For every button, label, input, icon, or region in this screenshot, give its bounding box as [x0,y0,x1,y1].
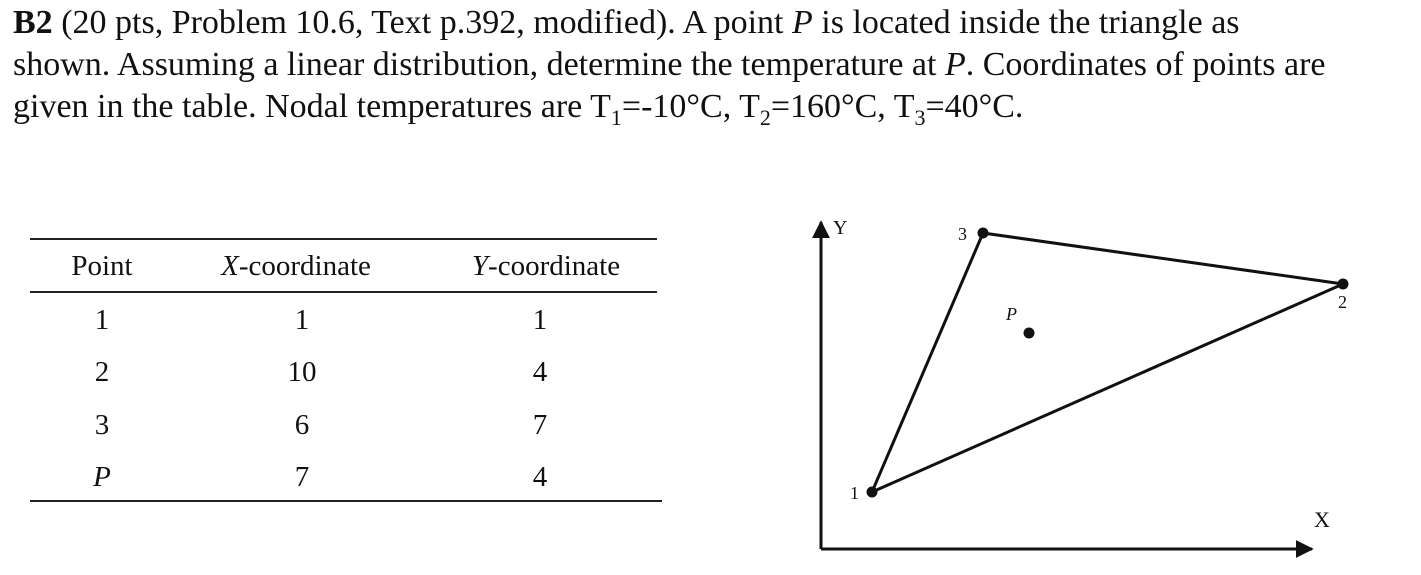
t1-value: =-10°C, T [621,88,760,125]
problem-line-2-end: . Coordinates of points are [965,46,1326,83]
row-2-x: 10 [287,356,317,388]
problem-line-1-end: is located inside the triangle as [812,4,1240,41]
problem-line-3-text: given in the table. Nodal temperatures are T [13,88,611,125]
header-y-letter: Y [471,250,489,282]
header-y-rest: -coordinate [488,250,621,282]
row-p-x: 7 [294,461,310,493]
node-3-label: 3 [958,224,967,244]
node-2 [1338,279,1349,290]
row-1-point: 1 [94,304,110,336]
point-p-ref: P [792,4,813,41]
triangle-element [872,233,1343,492]
row-p-point: P [93,461,111,493]
node-3 [978,228,989,239]
t3-value: =40°C. [925,88,1024,125]
point-p-label: P [1006,304,1017,324]
problem-line-1-text: (20 pts, Problem 10.6, Text p.392, modified). A point [52,4,792,41]
header-x-rest: -coordinate [238,250,371,282]
row-3-point: 3 [94,409,110,441]
row-3-x: 6 [294,409,310,441]
point-p-ref-2: P [944,46,966,83]
row-2-point: 2 [94,356,110,388]
header-point: Point [71,250,133,282]
header-x-letter: X [221,250,239,282]
t1-subscript: 1 [610,104,622,130]
point-p [1024,328,1035,339]
t3-subscript: 3 [914,104,926,130]
problem-label: B2 [13,4,53,41]
row-3-y: 7 [532,409,548,441]
t2-subscript: 2 [759,104,771,130]
row-2-y: 4 [532,356,548,388]
node-1-label: 1 [850,483,859,503]
row-p-y: 4 [532,461,548,493]
row-1-x: 1 [294,304,310,336]
node-2-label: 2 [1338,292,1347,312]
row-1-y: 1 [532,304,548,336]
node-1 [867,487,878,498]
problem-line-2-text: shown. Assuming a linear distribution, determine the temperature at [13,46,945,83]
t2-value: =160°C, T [770,88,915,125]
x-axis-label: X [1314,507,1330,532]
y-axis-label: Y [833,217,848,239]
